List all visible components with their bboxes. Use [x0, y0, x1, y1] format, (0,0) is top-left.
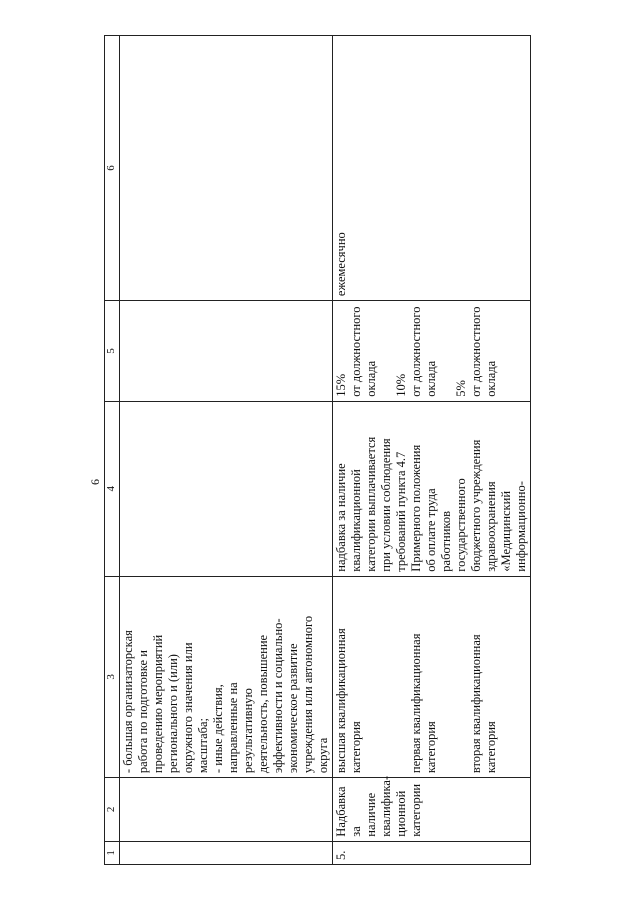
- cell-empty: [120, 778, 333, 842]
- header-col-1: 1: [105, 841, 120, 864]
- cell-empty: [120, 36, 333, 301]
- allowances-table: [104, 35, 531, 865]
- header-col-5: 5: [105, 301, 120, 402]
- header-col-3: 3: [105, 576, 120, 777]
- allowance-name: Надбавка за наличие квалифика- ционной категории: [333, 778, 531, 842]
- payment-frequency: ежемесячно: [333, 36, 531, 301]
- row-number: 5.: [333, 841, 531, 864]
- payment-conditions: надбавка за наличие квалификационной категории выплачивается при условии соблюдения требований пункта 4.7 Примерного положения об оплате труда работников государственного бюджетного учреждения здравоохранения «Медицинский информационно-: [333, 401, 531, 576]
- header-col-6: 6: [105, 36, 120, 301]
- allowance-amounts: 15% от должностного оклада 10% от должностного оклада 5% от должностного оклада: [333, 301, 531, 402]
- table-row-5: [333, 36, 531, 865]
- page-number: 6: [88, 479, 102, 485]
- header-col-2: 2: [105, 778, 120, 842]
- cell-empty: [120, 301, 333, 402]
- cell-empty: [120, 841, 333, 864]
- header-col-4: 4: [105, 401, 120, 576]
- cell-empty: [120, 401, 333, 576]
- table-row-continuation: [120, 36, 333, 865]
- criteria-continuation-text: - большая организаторская работа по подготовке и проведению мероприятий регионального и (или) окружного значения или масштаба; - иные действия, направленные на результативную деятельность, повышение эффективности и социально- экономическое развитие учреждения или автономного округа: [120, 576, 333, 777]
- header-row: [105, 36, 120, 865]
- qualification-categories: высшая квалификационная категория первая квалификационная категория вторая квалификационная категория: [333, 576, 531, 777]
- rotated-landscape-content: [84, 35, 528, 865]
